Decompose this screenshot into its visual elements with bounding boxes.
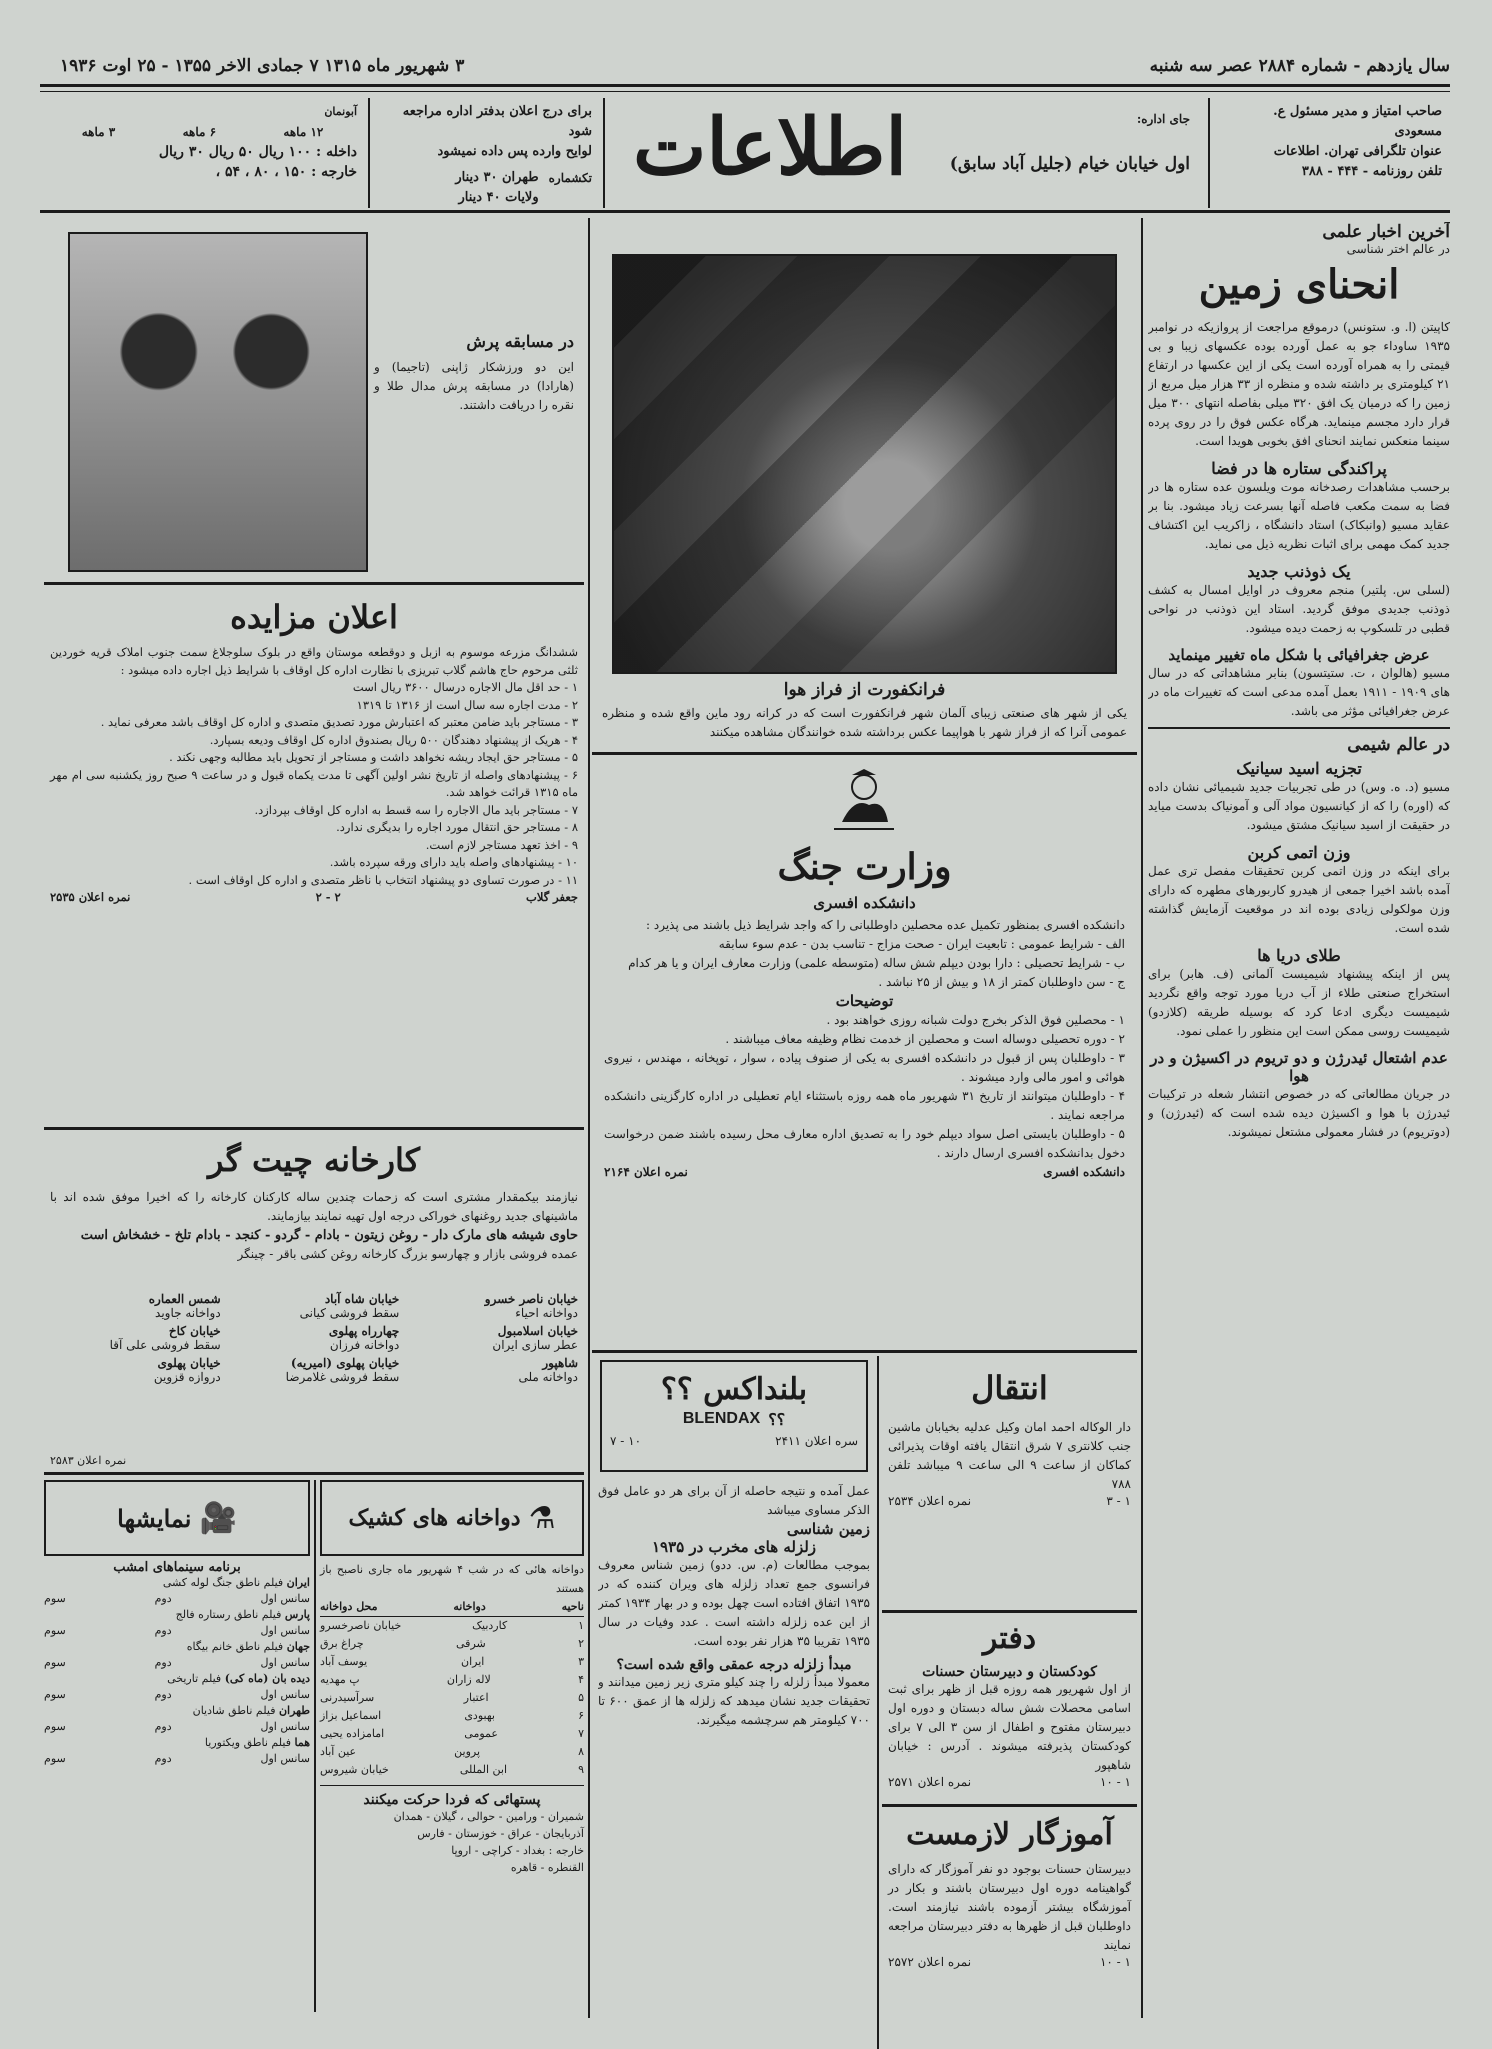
auction-item-6: ۶ - پیشنهادهای واصله از تاریخ نشر اولین آگهی تا مدت یکماه قبول و در ساعت ۹ صبح روز یکشنبه سی ام مهر ماه ۱۳۱۵ قرائت خواهد شد. — [50, 767, 578, 799]
sub-col-12: ۱۲ ماهه — [283, 125, 324, 139]
geology-section — [598, 1482, 870, 2012]
pharmacy-row: ۶ بهبودی اسماعیل بزاز — [320, 1709, 584, 1722]
store-item: خیابان پهلوی دروازه قزوین — [153, 1356, 221, 1384]
article-earthquakes-1935: بموجب مطالعات (م. س. ددو) زمین شناس معروف فرانسوی جمع تعداد زلزله های ویران کننده که در ۱۹۳۵ اتفاق افتاده است چهل بوده و در بهار ۱۹۳۴ کمتر از این عده زلزله داشته است . عدد وفیات در سال ۱۹۳۵ تقریبا ۳۵ هزار نفر بوده است. — [598, 1558, 870, 1648]
pharmacy-row: ۲ شرقی چراغ برق — [320, 1637, 584, 1650]
pharmacy-row: ۹ ابن المللی خیابان شیروس — [320, 1763, 584, 1776]
blendax-ad — [600, 1360, 868, 1472]
daftar-code: ۱ - ۱۰ — [1099, 1775, 1131, 1789]
section-chemistry: در عالم شیمی — [1347, 735, 1450, 755]
teacher-title: آموزگار لازمست — [906, 1817, 1113, 1852]
article-earthquake-depth: معمولا مبدأ زلزله را چند کیلو متری زیر زمین میدانند و تحقیقات جدید نشان میدهد که زلزله ها از عمق ۶۰۰ تا ۷۰۰ کیلومتر هم سرچشمه میگیرند. — [598, 1675, 870, 1727]
cinema-list — [44, 1575, 310, 1767]
explanation-3: ۳ - داوطلبان پس از قبول در دانشکده افسری به یکی از صنوف پیاده ، سوار ، توپخانه ، مهندس ، نیروی هوائی و امور مالی وارد میشوند . — [604, 1051, 1125, 1084]
owner-line: صاحب امتیاز و مدیر مسئول ع. مسعودی — [1273, 104, 1442, 139]
pharmacy-row: ۵ اعتبار سرآسیدرنی — [320, 1691, 584, 1704]
auction-item-9: ۹ - اخذ تعهد مستاجر لازم است. — [425, 837, 578, 852]
transfer-notice — [882, 1358, 1137, 1608]
left-column — [44, 222, 584, 2012]
ministry-item-c: ج - سن داوطلبان کمتر از ۱۸ و بیش از ۲۵ نباشد . — [878, 975, 1125, 989]
headline-star-distribution: پراکندگی ستاره ها در فضا — [1211, 459, 1387, 478]
explanation-5: ۵ - داوطلبان بایستی اصل سواد دیپلم خود را به تصدیق اداره معارف محل رسیده باشند ضمن درخواست دخول بدانشکده افسری ارسال دارند . — [604, 1127, 1125, 1160]
sub-dakhele: داخله : ۱۰۰ ریال ۵۰ ریال ۳۰ ریال — [158, 144, 357, 160]
athletes-photo — [68, 232, 368, 572]
store-item: خیابان اسلامبول عطر سازی ایران — [492, 1324, 578, 1352]
center-column — [592, 222, 1137, 2012]
article-carbon-weight: برای اینکه در وزن اتمی کربن تحقیقات مفصل تری عمل آمده باشد اخیرا جمعی از هیدرو کاربورهای مطهره که دارای وزن مولکولی زیادی بوده اند در موقعیت آزمایش گذاشته شده است. — [1148, 864, 1450, 935]
store-item: خیابان کاخ سقط فروشی علی آقا — [109, 1324, 221, 1352]
explanation-2: ۲ - دوره تحصیلی دوساله است و محصلین از خدمت نظام وظیفه معاف میباشند . — [725, 1032, 1125, 1046]
factory-highlight: حاوی شیشه های مارک دار - روغن زیتون - بادام - گردو - کنجد - بادام تلخ - خشخاش است — [80, 1228, 578, 1243]
postal-rule — [320, 1785, 584, 1786]
pharmacy-row: ۱ کاردبیک خیابان ناصرخسرو — [320, 1619, 584, 1632]
store-item: چهارراه پهلوی دواخانه فرزان — [328, 1324, 400, 1352]
teacher-ad-number: نمره اعلان ۲۵۷۲ — [888, 1955, 972, 1969]
pharmacy-banner — [320, 1480, 584, 1556]
masthead — [40, 98, 1450, 208]
store-item: خیابان شاه آباد سقط فروشی کیانی — [299, 1292, 400, 1320]
postal-title: پستهائی که فردا حرکت میکنند — [363, 1792, 541, 1808]
athletes-caption-title: در مسابقه پرش — [466, 332, 574, 351]
headline-new-comet: یک ذوذنب جدید — [1247, 562, 1351, 581]
pharmacy-row: ۳ ایران یوسف آباد — [320, 1655, 584, 1668]
postal-line: القنطره - قاهره — [510, 1861, 584, 1874]
top-rule-thin — [40, 91, 1450, 92]
ads-note-1: برای درج اعلان بدفتر اداره مراجعه شود — [402, 104, 592, 139]
pharmacy-bottles-icon: ⚗ — [528, 1500, 556, 1536]
ministry-ad-number: نمره اعلان ۲۱۶۴ — [604, 1165, 688, 1179]
price-province: ولایات ۴۰ دینار — [458, 190, 539, 205]
teacher-body: دبیرستان حسنات بوجود دو نفر آموزگار که دارای گواهینامه دوره اول دبیرستان باشند و بکار در آموزشگاه بیشتر آزموده باشند نیازمند است. داوطلبان قبل از ظهرها به دفتر دبیرستان مراجعه نمایند — [888, 1862, 1131, 1952]
film-camera-icon: 🎥 — [199, 1500, 237, 1536]
ministry-body — [604, 916, 1125, 1182]
masthead-price-box — [375, 98, 600, 208]
article-cyanic-acid: مسیو (د. ه. وس) در طی تجربیات جدید شیمیائی نشان داده که (اوره) را که از کیانسیون مواد آلی و آمونیاک بدست میاید در حقیقت از اسید سیانیک مشتق میشود. — [1148, 780, 1450, 832]
postal-line: خارجه : بغداد - کراچی - اروپا — [451, 1844, 584, 1857]
masthead-divider-3 — [368, 98, 370, 208]
cinema-item: ایران فیلم ناطق جنگ لوله کشی سانس اول دوم سوم — [44, 1576, 310, 1605]
headline-cyanic-acid: تجزیه اسید سیانیک — [1236, 759, 1362, 778]
headline-carbon-weight: وزن اتمی کربن — [1247, 843, 1351, 862]
teacher-notice — [882, 1810, 1137, 2010]
pharmacy-section — [320, 1480, 584, 2012]
article-new-comet: (لسلی س. پلتیر) منجم معروف در اوایل امسال به کشف ذوذنب جدیدی موفق گردید. استاد این ذوذنب در نواحی قطبی در تلسکوپ به زحمت دیده میشود. — [1148, 583, 1450, 635]
masthead-subscription-box — [40, 98, 365, 208]
sub-khareje: خارجه : ۱۵۰ ، ۸۰ ، ۵۴ ، — [215, 164, 357, 180]
center-rule-3 — [882, 1610, 1137, 1613]
auction-item-1: ۱ - حد اقل مال الاجاره درسال ۳۶۰۰ ریال است — [352, 680, 578, 694]
transfer-ad-number: نمره اعلان ۲۵۳۴ — [888, 1494, 972, 1508]
pharmacy-row: ۸ پروین عین آباد — [320, 1745, 584, 1758]
athletes-caption: این دو ورزشکار ژاپنی (تاجیما) و (هارادا) در مسابقه پرش مدال طلا و نقره را دریافت داشتند. — [374, 360, 574, 412]
pharmacy-row: ۷ عمومی امامزاده یحیی — [320, 1727, 584, 1740]
factory-ad-number: نمره اعلان ۲۵۸۳ — [50, 1454, 127, 1467]
cinema-title: نمایشها — [117, 1503, 192, 1533]
postal-line: شمیران - ورامین - حوالی ، گیلان - همدان — [393, 1810, 584, 1823]
right-section-rule — [1148, 727, 1450, 729]
frankfurt-aerial-photo — [612, 254, 1117, 674]
auction-item-4: ۴ - هریک از پیشنهاد دهندگان ۵۰۰ ریال بصندوق اداره کل اوقاف ودیعه بسپارد. — [209, 732, 578, 747]
blendax-brand: BLENDAX — [682, 1410, 761, 1427]
left-rule-2 — [44, 1127, 584, 1130]
pharmacy-table — [320, 1598, 584, 1779]
date-info: ۳ شهریور ماه ۱۳۱۵ ۷ جمادی الاخر ۱۳۵۵ - ۲۵ اوت ۱۹۳۶ — [60, 56, 465, 76]
cinema-item: دیده بان (ماه کی) فیلم تاریخی سانس اول دوم سوم — [44, 1672, 310, 1701]
explanation-1: ۱ - محصلین فوق الذکر بخرج دولت شبانه روزی خواهند بود . — [826, 1013, 1125, 1027]
right-kicker: آخرین اخبار علمی — [1322, 222, 1450, 242]
price-tehran: طهران ۳۰ دینار — [455, 170, 539, 185]
article-earth-curvature: کاپیتن (ا. و. ستونس) درموقع مراجعت از پروازیکه در نوامبر ۱۹۳۵ ساوداء جو به عمل آورده بوده عکسهای زیبا و بی قیمتی را به همراه آورده است یکی از این عکسها در ارتفاع ۲۱ کیلومتری بر داشته شده و منظره از ۳۳ هزار میل مربع از زمین را که درمیان یک افق ۳۲۰ میلی بفاصله انتهای ۳۰۰ میل قرار دارد مجسم مینماید. هرگاه عکس فوق را در روی پرده سینما منعکس نمایند انحنای افق بخوبی هویدا است. — [1148, 320, 1450, 448]
factory-note: عمده فروشی بازار و چهارسو بزرگ کارخانه روغن کشی باقر - چینگر — [237, 1247, 578, 1261]
cinema-item: جهان فیلم ناطق خانم بیگاه سانس اول دوم سوم — [44, 1640, 310, 1669]
auction-item-2: ۲ - مدت اجاره سه سال است از ۱۳۱۶ تا ۱۳۱۹ — [356, 697, 578, 712]
store-list — [50, 1292, 578, 1384]
headline-earthquake-depth: مبدأ زلزله درجه عمقی واقع شده است؟ — [616, 1657, 852, 1673]
ministry-item-a: الف - شرایط عمومی : تابعیت ایران - صحت مزاج - تناسب بدن - عدم سوء سابقه — [718, 937, 1125, 951]
postal-line: آذربایجان - عراق - خوزستان - فارس — [417, 1827, 584, 1840]
cinema-section — [44, 1480, 310, 2012]
headline-earth-curvature: انحنای زمین — [1198, 261, 1400, 308]
cinema-item: طهران فیلم ناطق شادیان سانس اول دوم سوم — [44, 1704, 310, 1733]
masthead-divider-2 — [603, 98, 605, 208]
single-price-label: تکشماره — [548, 171, 592, 185]
auction-sign: جعفر گلاب — [526, 890, 578, 904]
pharmacy-row: ۴ لاله زاران پ مهدیه — [320, 1673, 584, 1686]
address: اول خیابان خیام (جلیل آباد سابق) — [949, 154, 1190, 174]
masthead-divider — [1208, 98, 1210, 208]
auction-ad-number: نمره اعلان ۲۵۳۵ — [50, 890, 131, 904]
lion-and-sun-emblem-icon — [824, 767, 904, 837]
phone-line: تلفن روزنامه - ۴۴۴ - ۳۸۸ — [1301, 164, 1442, 179]
auction-body — [50, 644, 578, 907]
center-inner-divider — [877, 1356, 879, 2049]
geology-section-label: زمین شناسی — [786, 1520, 870, 1538]
auction-item-5: ۵ - مستاجر حق ایجاد ریشه نخواهد داشت و مستاجر از تحویل باید مطالبه وجهی نکند . — [169, 750, 578, 764]
masthead-owner-box — [1215, 98, 1450, 208]
auction-item-10: ۱۰ - پیشنهادهای واصله باید دارای ورقه سپرده باشد. — [329, 855, 578, 869]
store-item: شاهپور دواخانه ملی — [518, 1356, 578, 1384]
auction-item-3: ۳ - مستاجر باید ضامن معتبر که اعتبارش مورد تصدیق متصدی و اداره کل اوقاف باشد معرفی نماید . — [100, 715, 578, 729]
transfer-body: دار الوکاله احمد امان وکیل عدلیه بخیابان ماشین جنب کلانتری ۷ شرق انتقال یافته اوقات پذیرائی کماکان از ساعت ۹ الی ساعت ۹ میباشد تلفن ۷۸۸ — [888, 1420, 1132, 1491]
daftar-title: دفتر — [982, 1621, 1037, 1656]
pharmacy-subtitle: دواخانه هائی که در شب ۴ شهریور ماه جاری ناصبح باز هستند — [320, 1563, 584, 1595]
auction-item-8: ۸ - مستاجر حق انتقال مورد اجاره را بدیگری ندارد. — [336, 820, 578, 834]
explanation-4: ۴ - داوطلبان میتوانند از تاریخ ۳۱ شهریور ماه همه روزه باستثناء ایام تعطیلی در اداره کارگزینی دانشکده مراجعه نمایند . — [604, 1089, 1126, 1122]
factory-title: کارخانه چیت گر — [207, 1141, 421, 1179]
blendax-ad-number: سره اعلان ۲۴۱۱ — [775, 1434, 858, 1448]
ministry-sign: دانشکده افسری — [1043, 1165, 1125, 1179]
store-item: خیابان پهلوی (امیریه) سقط فروشی غلامرضا — [285, 1356, 400, 1384]
address-label: جای اداره: — [1136, 112, 1190, 126]
article-hydrogen: در جریان مطالعاتی که در خصوص انتشار شعله در ترکیبات ئیدرژن با هوا و اکسیژن دیده شده است که (ئیدرژن) و (دوتریوم) در فشار معمولی مشتعل نمیشوند. — [1148, 1087, 1450, 1139]
factory-body-wrap — [50, 1188, 578, 1264]
factory-body: نیازمند بیکمقدار مشتری است که زحمات چندین ساله کارکنان کارخانه را که اخیرا موفق شده اند با ماشینهای جدید روغنهای خوراکی درجه اول تهیه نمایند بیازمایند. — [50, 1190, 578, 1223]
headline-earthquakes-1935: زلزله های مخرب در ۱۹۳۵ — [651, 1538, 817, 1556]
subscription-label: آبونمان — [324, 105, 357, 118]
left-rule-1 — [44, 582, 584, 585]
auction-item-7: ۷ - مستاجر باید مال الاجاره را سه قسط به اداره کل اوقاف بپردازد. — [254, 802, 578, 817]
officer-college-title: دانشکده افسری — [813, 894, 916, 912]
transfer-code: ۱ - ۳ — [1106, 1494, 1131, 1508]
cinema-item: هما فیلم ناطق ویکتوریا سانس اول دوم سوم — [44, 1736, 310, 1765]
right-column — [1148, 222, 1450, 2012]
transfer-title: انتقال — [971, 1369, 1048, 1407]
sub-col-3: ۳ ماهه — [81, 125, 116, 139]
ministry-of-war-title: وزارت جنگ — [777, 846, 952, 888]
pharmacy-title: دواخانه های کشیک — [348, 1505, 521, 1531]
frankfurt-caption: یکی از شهر های صنعتی زیبای آلمان شهر فرانکفورت است که در کرانه رود ماین واقع شده و منظره عمومی آنرا که از فراز شهر با هواپیما عکس برداشته شده خوانندگان مشاهده میکنند — [602, 706, 1127, 739]
postal-lines — [320, 1808, 584, 1876]
column-divider-right — [1141, 218, 1143, 2018]
left-rule-3 — [44, 1472, 584, 1475]
teacher-code: ۱ - ۱۰ — [1099, 1955, 1131, 1969]
masthead-logo-area — [610, 98, 1200, 208]
ministry-intro: دانشکده افسری بمنظور تکمیل عده محصلین داوطلبانی را که واجد شرایط ذیل باشند می پذیرد : — [646, 918, 1125, 932]
article-latitude: مسیو (هالوان ، ت. ستیتسون) بنابر مشاهداتی که در سال های ۱۹۰۹ - ۱۹۱۱ بعمل آمده مدعی است که تغییرات ماه در عرض جغرافیائی مؤثر می باشد. — [1148, 666, 1450, 718]
explanations-title: توضیحات — [835, 992, 894, 1010]
auction-intro: ششدانگ مزرعه موسوم به ازبل و دوقطعه موستان واقع در بلوک سلوجلاغ سمت جنوب املاک قریه خوردین ثلثی مرحوم حاج هاشم گلاب تبریزی با نظارت اداره کل اوقاف با شرایط ذیل اجاره داده میشود : — [50, 645, 578, 677]
store-item: خیابان ناصر خسرو دواخانه احیاء — [484, 1292, 578, 1320]
center-rule-4 — [882, 1804, 1137, 1807]
ads-note-2: لوایح وارده پس داده نمیشود — [437, 144, 592, 159]
auction-code: ۲ - ۲ — [315, 890, 341, 904]
top-info-line — [40, 52, 1450, 82]
blendax-title: بلنداکس ؟؟ — [660, 1372, 808, 1407]
top-rule — [40, 84, 1450, 87]
left-bottom-divider — [314, 1480, 316, 2012]
cinema-banner — [44, 1480, 310, 1556]
cinema-subtitle: برنامه سینماهای امشب — [113, 1560, 241, 1575]
center-rule-1 — [592, 752, 1137, 755]
telegraph-line: عنوان تلگرافی تهران. اطلاعات — [1273, 144, 1442, 159]
article-star-distribution: برحسب مشاهدات رصدخانه موت ویلسون عده ستاره ها در فضا به سمت مکعب فاصله آنها بسرعت زیاد میشود. بنا بر عقاید مسیو (وانبکاک) استاد دانشگاه ، زاکریب این اکتشاف جدید کمک مهمی برای اثبات نظریه ذیل می نماید. — [1148, 480, 1450, 551]
ministry-item-b: ب - شرایط تحصیلی : دارا بودن دیپلم شش ساله (متوسطه علمی) وزارت معارف ایران و یا هر کدام — [628, 956, 1125, 970]
issue-info: سال یازدهم - شماره ۲۸۸۴ عصر سه شنبه — [1149, 56, 1450, 76]
blendax-question: ؟؟ — [768, 1412, 786, 1429]
column-divider-left — [588, 218, 590, 2018]
newspaper-logo: اطلاعات — [632, 102, 908, 193]
center-rule-2 — [592, 1350, 1137, 1353]
daftar-ad-number: نمره اعلان ۲۵۷۱ — [888, 1775, 972, 1789]
pharmacy-table-head: ناحیه دواخانه محل دواخانه — [320, 1598, 584, 1617]
auction-item-11: ۱۱ - در صورت تساوی دو پیشنهاد انتخاب با ناظر متصدی و اداره کل اوقاف است . — [188, 872, 578, 887]
sub-col-6: ۶ ماهه — [182, 125, 217, 139]
article-sea-gold: پس از اینکه پیشنهاد شیمیست آلمانی (ف. هابر) برای استخراج صنعتی طلاء از آب دریا مورد توجه واقع نگردید شیمیست دیگری ادعا کرد که بوسیله طریقه (کلازدو) شیمیست روسی ممکن است این منظور را عملی نمود. — [1148, 967, 1450, 1038]
headline-latitude: عرض جغرافیائی با شکل ماه تغییر مینماید — [1168, 646, 1430, 664]
daftar-body: از اول شهریور همه روزه قبل از ظهر برای ثبت اسامی محصلات شش ساله دبستان و دوره اول دبیرستان مفتوح و اطفال از سن ۳ الی ۷ برای کودکستان پذیرفته میشوند . آدرس : خیابان شاهپور — [888, 1682, 1131, 1772]
daftar-subtitle: کودکستان و دبیرستان حسنات — [922, 1664, 1097, 1680]
geology-intro: عمل آمده و نتیجه حاصله از آن برای هر دو عامل فوق الذکر مساوی میباشد — [598, 1484, 870, 1517]
cinema-item: پارس فیلم ناطق رستاره فالج سانس اول دوم سوم — [44, 1608, 310, 1637]
frankfurt-caption-title: فرانکفورت از فراز هوا — [783, 680, 946, 700]
masthead-bottom-rule — [40, 210, 1450, 213]
headline-sea-gold: طلای دریا ها — [1257, 946, 1341, 965]
auction-title: اعلان مزایده — [230, 598, 398, 636]
store-item: شمس العماره دواخانه جاوید — [148, 1292, 221, 1320]
right-sub-kicker: در عالم اختر شناسی — [1346, 242, 1450, 256]
blendax-code: ۱۰ - ۷ — [610, 1434, 642, 1448]
headline-hydrogen: عدم اشتعال ئیدرژن و دو تریوم در اکسیژن و در هوا — [1150, 1049, 1448, 1085]
